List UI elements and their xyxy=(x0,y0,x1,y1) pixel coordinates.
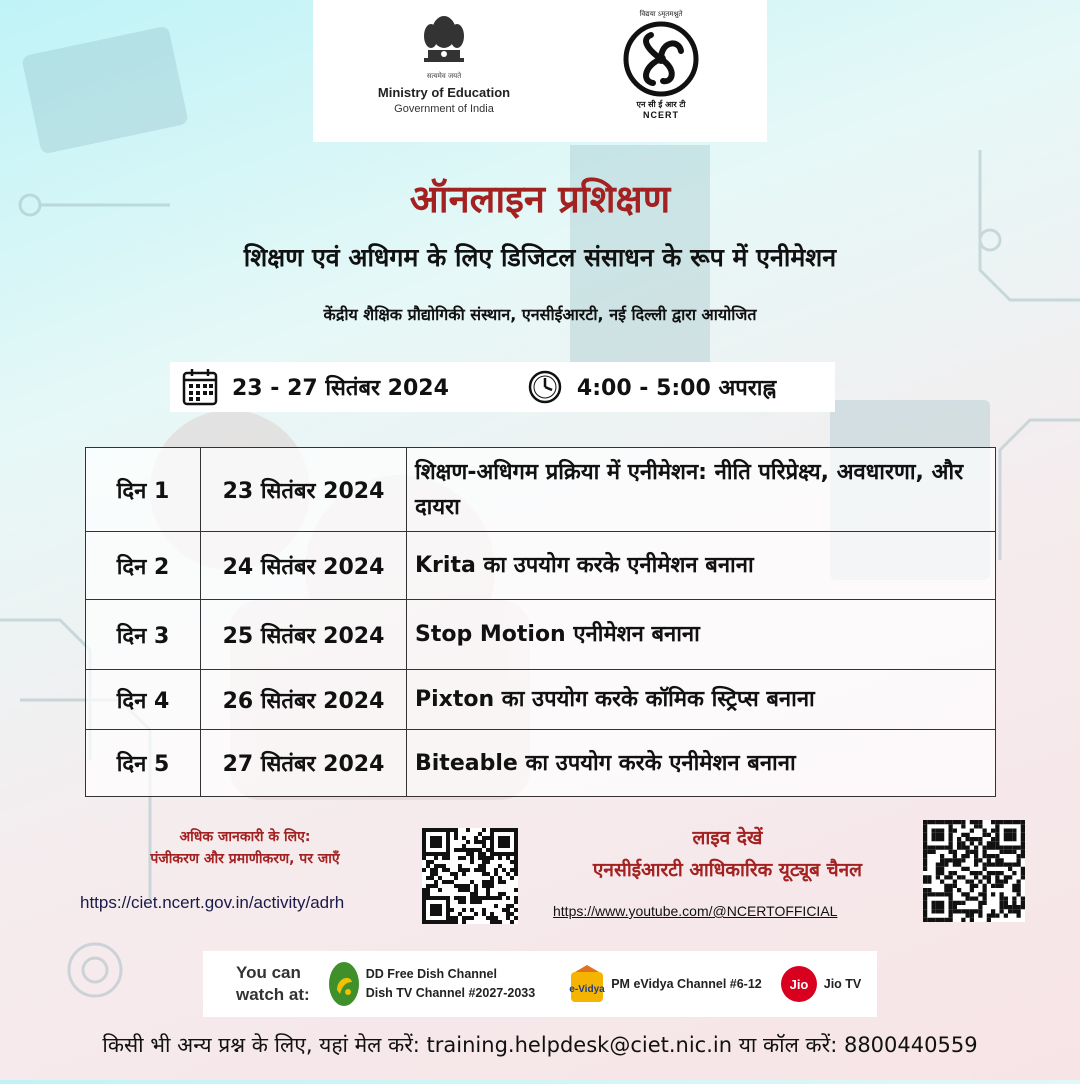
ncert-hindi-name: एन सी ई आर टी xyxy=(636,100,686,109)
ministry-title: Ministry of Education xyxy=(377,85,511,100)
day-cell: दिन 5 xyxy=(86,730,201,797)
contact-footer: किसी भी अन्य प्रश्न के लिए, यहां मेल करें: training.helpdesk@ciet.nic.in या कॉल करें: 8800440559 xyxy=(102,1033,978,1057)
date-cell: 27 सितंबर 2024 xyxy=(201,730,407,797)
youtube-link[interactable]: https://www.youtube.com/@NCERTOFFICIAL xyxy=(553,903,838,919)
date-time-bar xyxy=(170,362,835,412)
pm-evidya-logo-icon xyxy=(569,964,605,1004)
schedule-table xyxy=(85,447,996,797)
registration-info xyxy=(100,826,390,870)
ncert-motto: विद्यया ऽमृतमश्नुते xyxy=(639,10,683,18)
topic-cell: शिक्षण-अधिगम प्रक्रिया में एनीमेशन: नीति परिप्रेक्ष्य, अवधारणा, और दायरा xyxy=(407,448,996,532)
watch-line-2: watch at: xyxy=(236,985,310,1004)
dd-free-dish-logo-icon xyxy=(328,960,360,1008)
national-emblem-icon xyxy=(422,10,466,72)
date-cell: 26 सितंबर 2024 xyxy=(201,670,407,730)
date-range-text: 23 - 27 सितंबर 2024 xyxy=(232,376,449,401)
svg-text:e-Vidya: e-Vidya xyxy=(569,984,605,995)
registration-line-2: पंजीकरण और प्रमाणीकरण, पर जाएँ xyxy=(150,851,340,867)
day-cell: दिन 1 xyxy=(86,448,201,532)
watch-line-1: You can xyxy=(236,963,301,982)
jio-logo-icon xyxy=(780,965,818,1003)
dd-line-1: DD Free Dish Channel xyxy=(365,967,497,981)
channels-banner xyxy=(203,951,877,1017)
evidya-channel-info: PM eVidya Channel #6-12 xyxy=(611,977,762,991)
table-row xyxy=(86,600,996,670)
youtube-qr-code xyxy=(922,820,1026,922)
date-cell: 25 सितंबर 2024 xyxy=(201,600,407,670)
day-cell: दिन 3 xyxy=(86,600,201,670)
registration-link[interactable]: https://ciet.ncert.gov.in/activity/adrh xyxy=(80,893,345,912)
dd-line-2: Dish TV Channel #2027-2033 xyxy=(365,986,536,1000)
topic-cell: Krita का उपयोग करके एनीमेशन बनाना xyxy=(407,532,996,600)
live-line-2: एनसीईआरटी आधिकारिक यूट्यूब चैनल xyxy=(592,859,863,881)
calendar-icon xyxy=(182,368,218,406)
time-range xyxy=(527,369,776,405)
header-logo-panel xyxy=(313,0,767,142)
table-row xyxy=(86,730,996,797)
table-row xyxy=(86,670,996,730)
time-range-text: 4:00 - 5:00 अपराह्न xyxy=(576,376,777,401)
date-range xyxy=(182,368,449,406)
page-subtitle: शिक्षण एवं अधिगम के लिए डिजिटल संसाधन के रूप में एनीमेशन xyxy=(243,243,837,272)
registration-line-1: अधिक जानकारी के लिए: xyxy=(179,829,311,845)
date-cell: 24 सितंबर 2024 xyxy=(201,532,407,600)
ministry-subtitle: Government of India xyxy=(394,103,494,115)
table-row xyxy=(86,448,996,532)
ministry-of-education-logo xyxy=(349,10,539,115)
dd-channel-info xyxy=(366,965,536,1003)
organizer-line: केंद्रीय शैक्षिक प्रौद्योगिकी संस्थान, एनसीईआरटी, नई दिल्ली द्वारा आयोजित xyxy=(323,305,757,324)
emblem-motto: सत्यमेव जयते xyxy=(426,72,462,80)
clock-icon xyxy=(527,369,563,405)
page-title: ऑनलाइन प्रशिक्षण xyxy=(409,177,671,221)
day-cell: दिन 4 xyxy=(86,670,201,730)
watch-label xyxy=(236,962,310,1006)
ncert-logo xyxy=(611,10,711,120)
ncert-english-name: NCERT xyxy=(643,110,679,120)
ncert-emblem-icon xyxy=(621,19,701,97)
svg-text:Jio: Jio xyxy=(789,977,809,992)
table-row xyxy=(86,532,996,600)
live-line-1: लाइव देखें xyxy=(692,827,763,849)
registration-qr-code xyxy=(422,828,518,924)
live-info xyxy=(530,822,925,886)
jio-tv-label: Jio TV xyxy=(823,977,862,991)
date-cell: 23 सितंबर 2024 xyxy=(201,448,407,532)
topic-cell: Biteable का उपयोग करके एनीमेशन बनाना xyxy=(407,730,996,797)
topic-cell: Stop Motion एनीमेशन बनाना xyxy=(407,600,996,670)
day-cell: दिन 2 xyxy=(86,532,201,600)
topic-cell: Pixton का उपयोग करके कॉमिक स्ट्रिप्स बनाना xyxy=(407,670,996,730)
